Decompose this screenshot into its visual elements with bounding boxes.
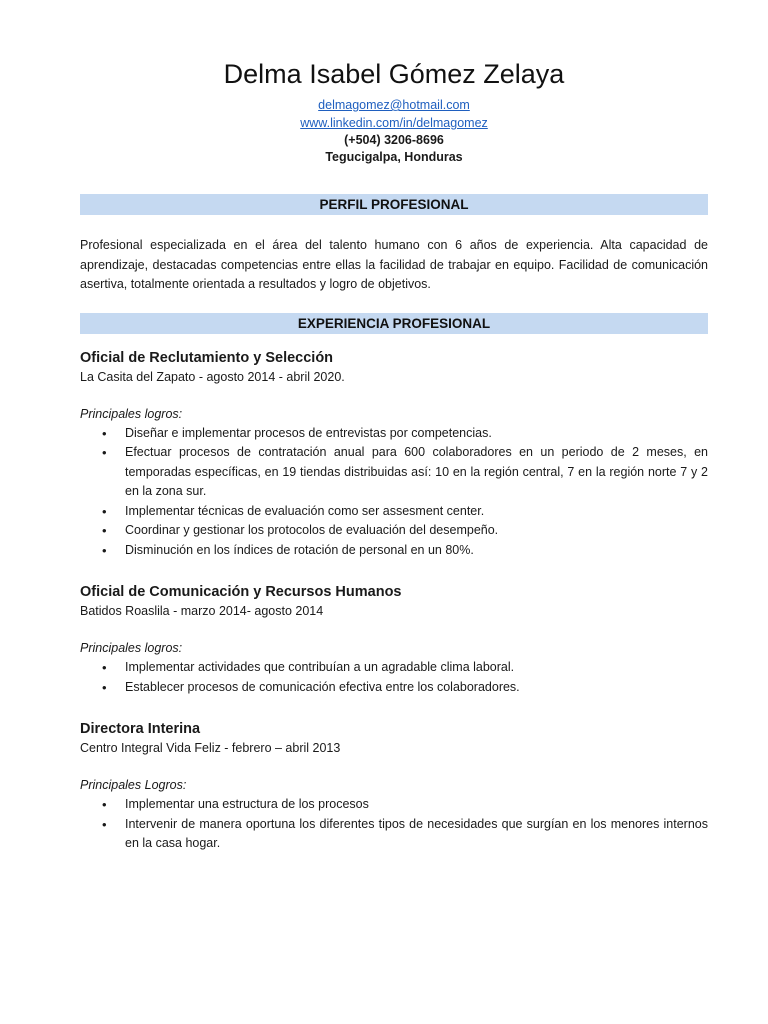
achievements-label: Principales logros:: [80, 406, 183, 421]
linkedin-link[interactable]: www.linkedin.com/in/delmagomez: [300, 116, 488, 130]
bullet-icon: •: [102, 523, 107, 538]
list-item: • Efectuar procesos de contratación anual para 600 colaboradores en un periodo de 2 meses, en temporadas específicas, en 19 tiendas distribuidas así: 10 en la región central, 7 en la región norte 7 y 2 en la zona sur.: [102, 445, 708, 498]
job-meta: Batidos Roaslila - marzo 2014- agosto 2014: [80, 604, 324, 618]
bullet-icon: •: [102, 425, 107, 441]
job-meta: Centro Integral Vida Feliz - febrero – abril 2013: [80, 741, 341, 755]
job-entry: [80, 719, 708, 854]
phone-number: (+504) 3206-8696: [344, 133, 444, 147]
bullet-icon: •: [102, 816, 107, 832]
bullet-icon: •: [102, 660, 107, 675]
job-entry: [80, 582, 708, 697]
experience-heading: EXPERIENCIA PROFESIONAL: [80, 313, 708, 334]
location: Tegucigalpa, Honduras: [325, 150, 463, 164]
job-meta: La Casita del Zapato - agosto 2014 - abril 2020.: [80, 369, 345, 384]
bullet-icon: •: [102, 797, 107, 812]
achievements-list: [80, 795, 708, 854]
profile-text: Profesional especializada en el área del talento humano con 6 años de experiencia. Alta capacidad de aprendizaje, destacadas competencias entre ellas la facilidad de trabajar en equipo. Facilidad de comunicación asertiva, totalmente orientada a resultados y logro de objetivos.: [80, 238, 708, 291]
list-item: • Intervenir de manera oportuna los diferentes tipos de necesidades que surgían en los menores internos en la casa hogar.: [102, 816, 708, 850]
list-item: • Disminución en los índices de rotación de personal en un 80%.: [80, 541, 708, 561]
email-link[interactable]: delmagomez@hotmail.com: [318, 98, 470, 112]
list-item: • Coordinar y gestionar los protocolos de evaluación del desempeño.: [80, 521, 708, 541]
bullet-icon: •: [102, 503, 107, 519]
list-item: • Implementar actividades que contribuían a un agradable clima laboral.: [80, 658, 708, 678]
achievements-list: [80, 658, 708, 697]
profile-heading: PERFIL PROFESIONAL: [80, 194, 708, 215]
achievements-label: Principales Logros:: [80, 778, 187, 792]
achievements-label: Principales logros:: [80, 641, 183, 655]
bullet-icon: •: [102, 445, 107, 460]
achievements-list: [80, 424, 708, 561]
list-item: • Implementar técnicas de evaluación como ser assesment center.: [80, 502, 708, 522]
resume-header: [80, 0, 708, 166]
candidate-name: Delma Isabel Gómez Zelaya: [223, 59, 565, 89]
job-title: Oficial de Comunicación y Recursos Humanos: [80, 584, 402, 600]
bullet-icon: •: [102, 679, 107, 695]
job-title: Directora Interina: [80, 721, 201, 737]
job-title: Oficial de Reclutamiento y Selección: [80, 349, 334, 366]
job-entry: [80, 348, 708, 561]
bullet-icon: •: [102, 542, 107, 558]
list-item: • Implementar una estructura de los procesos: [80, 795, 708, 815]
list-item: • Diseñar e implementar procesos de entrevistas por competencias.: [80, 424, 708, 444]
list-item: • Establecer procesos de comunicación efectiva entre los colaboradores.: [80, 678, 708, 698]
